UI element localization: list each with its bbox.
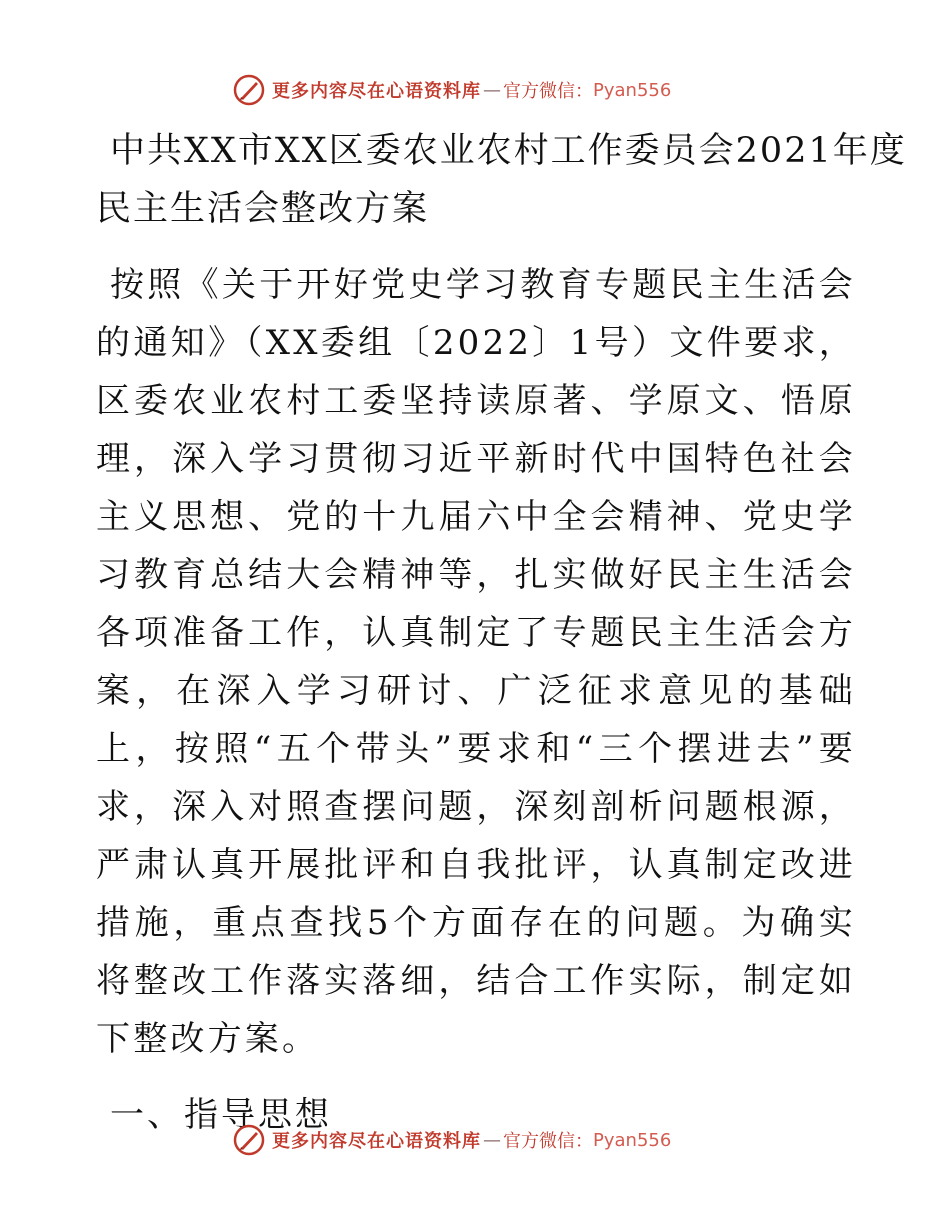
watermark-wechat-id: Pyan556 [593, 1129, 672, 1151]
watermark-separator: — [483, 79, 501, 101]
document-title-line-2: 民主生活会整改方案 [96, 189, 430, 229]
quill-seal-icon [232, 73, 266, 107]
watermark-banner-bottom [232, 1120, 752, 1160]
document-body [96, 122, 907, 1144]
watermark-contact-label: 官方微信： [503, 81, 593, 102]
watermark-banner-top [232, 70, 752, 110]
watermark-separator: — [483, 1129, 501, 1151]
document-title [96, 122, 907, 238]
watermark-wechat-id: Pyan556 [593, 79, 672, 101]
watermark-lead-text: 更多内容尽在心语资料库 [272, 1131, 481, 1152]
intro-paragraph [96, 256, 856, 1068]
document-title-line-1: 中共XX市XX区委农业农村工作委员会2021年度 [110, 131, 907, 171]
quill-seal-icon [232, 1123, 266, 1157]
section-heading-guiding-ideology: 一、指导思想 [110, 1095, 332, 1135]
watermark-contact-label: 官方微信： [503, 1131, 593, 1152]
watermark-lead-text: 更多内容尽在心语资料库 [272, 81, 481, 102]
intro-paragraph-text: 按照《关于开好党史学习教育专题民主生活会的通知》（XX委组〔2022〕1号）文件要求，区委农业农村工委坚持读原著、学原文、悟原理，深入学习贯彻习近平新时代中国特色社会主义思想、党的十九届六中全会精神、党史学习教育总结大会精神等，扎实做好民主生活会各项准备工作，认真制定了专题民主生活会方案，在深入学习研讨、广泛征求意见的基础上，按照“五个带头”要求和“三个摆进去”要求，深入对照查摆问题，深刻剖析问题根源，严肃认真开展批评和自我批评，认真制定改进措施，重点查找5个方面存在的问题。为确实将整改工作落实落细，结合工作实际，制定如下整改方案。 [96, 265, 856, 1059]
